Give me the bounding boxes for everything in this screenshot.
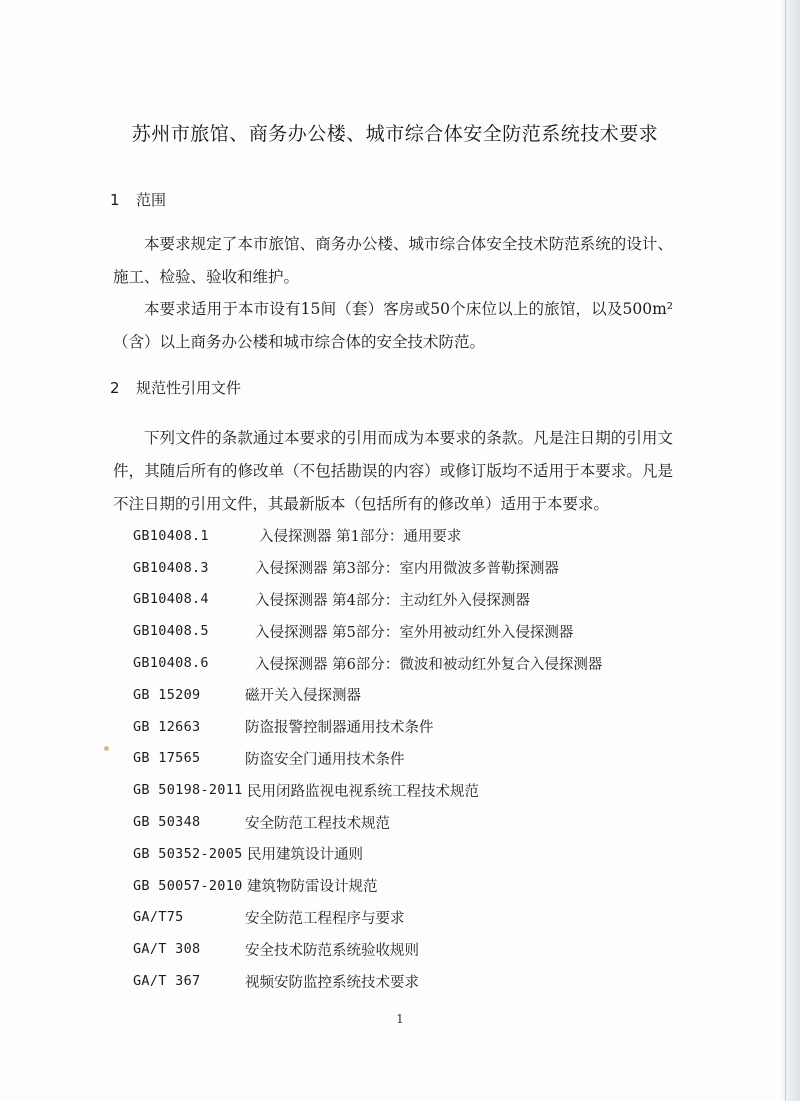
page-edge-shadow — [778, 0, 800, 1101]
section-2-heading — [110, 377, 241, 398]
reference-title: 磁开关入侵探测器 — [245, 688, 361, 705]
section-1-title: 范围 — [136, 191, 167, 209]
reference-code: GB10408.6 — [133, 655, 209, 672]
reference-title: 民用建筑设计通则 — [247, 847, 363, 864]
reference-title: 安全防范工程程序与要求 — [245, 910, 405, 927]
reference-row — [133, 615, 693, 647]
reference-code: GA/T 308 — [133, 941, 201, 958]
reference-row — [133, 774, 693, 806]
reference-code: GB 50057-2010 — [133, 877, 243, 894]
reference-row — [133, 838, 693, 870]
reference-title: 入侵探测器 第3部分：室内用微波多普勒探测器 — [255, 561, 559, 578]
section-2-title: 规范性引用文件 — [136, 379, 242, 397]
scan-speck — [104, 746, 109, 751]
reference-title: 民用闭路监视电视系统工程技术规范 — [247, 783, 479, 800]
reference-title: 安全防范工程技术规范 — [245, 815, 390, 832]
section-1-number: 1 — [110, 191, 120, 209]
section-1-paragraph-2: 本要求适用于本市设有15间（套）客房或50个床位以上的旅馆，以及500m²（含）以上商务办公楼和城市综合体的安全技术防范。 — [113, 300, 673, 351]
reference-title: 入侵探测器 第1部分：通用要求 — [259, 529, 462, 546]
reference-row — [133, 965, 693, 997]
reference-row — [133, 520, 693, 552]
page-number: 1 — [396, 1012, 404, 1026]
reference-row — [133, 679, 693, 711]
reference-row — [133, 902, 693, 934]
reference-code: GB 15209 — [133, 686, 201, 703]
section-2-number: 2 — [110, 379, 120, 397]
reference-title: 视频安防监控系统技术要求 — [245, 974, 419, 991]
reference-row — [133, 870, 693, 902]
reference-row — [133, 743, 693, 775]
reference-code: GB 50352-2005 — [133, 845, 243, 862]
reference-code: GA/T 367 — [133, 973, 201, 990]
reference-code: GB 12663 — [133, 718, 201, 735]
reference-code: GB 50348 — [133, 814, 201, 831]
reference-title: 防盗安全门通用技术条件 — [245, 751, 405, 768]
reference-row — [133, 711, 693, 743]
reference-code: GA/T75 — [133, 909, 184, 926]
reference-code: GB10408.3 — [133, 559, 209, 576]
section-2-paragraph-1: 下列文件的条款通过本要求的引用而成为本要求的条款。凡是注日期的引用文件，其随后所有的修改单（不包括勘误的内容）或修订版均不适用于本要求。凡是不注日期的引用文件，其最新版本（包括所有的修改单）适用于本要求。 — [113, 429, 673, 513]
document-title: 苏州市旅馆、商务办公楼、城市综合体安全防范系统技术要求 — [131, 123, 659, 145]
reference-row — [133, 806, 693, 838]
page-edge-line — [785, 0, 786, 1101]
reference-row — [133, 584, 693, 616]
reference-title: 安全技术防范系统验收规则 — [245, 942, 419, 959]
reference-code: GB10408.1 — [133, 527, 209, 544]
section-1-heading — [110, 189, 166, 210]
reference-title: 入侵探测器 第5部分：室外用被动红外入侵探测器 — [255, 624, 574, 641]
reference-row — [133, 552, 693, 584]
reference-row — [133, 647, 693, 679]
reference-code: GB 50198-2011 — [133, 782, 243, 799]
reference-code: GB 17565 — [133, 750, 201, 767]
reference-title: 防盗报警控制器通用技术条件 — [245, 720, 434, 737]
section-1-paragraph-1: 本要求规定了本市旅馆、商务办公楼、城市综合体安全技术防范系统的设计、施工、检验、验收和维护。 — [113, 235, 673, 286]
reference-title: 入侵探测器 第6部分：微波和被动红外复合入侵探测器 — [255, 656, 603, 673]
reference-code: GB10408.4 — [133, 591, 209, 608]
reference-title: 建筑物防雷设计规范 — [247, 879, 378, 896]
reference-code: GB10408.5 — [133, 623, 209, 640]
reference-title: 入侵探测器 第4部分：主动红外入侵探测器 — [255, 592, 530, 609]
reference-row — [133, 933, 693, 965]
reference-list — [133, 520, 693, 997]
